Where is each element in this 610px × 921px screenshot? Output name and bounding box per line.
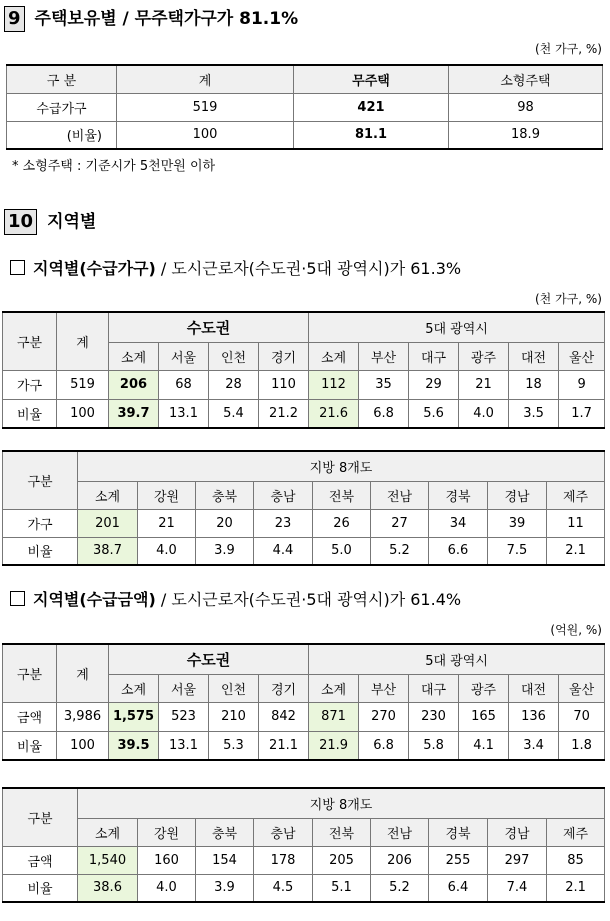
cell: 68 [159, 370, 209, 399]
row-label: 비율 [3, 537, 78, 565]
cell: 3.4 [509, 731, 559, 760]
cell: 6.4 [429, 874, 488, 902]
header-col: 충남 [254, 818, 313, 846]
cell: 297 [488, 846, 547, 874]
cell: 1,540 [78, 846, 138, 874]
header-provinces: 지방 8개도 [78, 788, 605, 818]
housing-header-total: 계 [117, 65, 294, 93]
header-col: 소계 [309, 342, 359, 370]
cell: 4.1 [459, 731, 509, 760]
cell: 35 [359, 370, 409, 399]
cell: 85 [547, 846, 605, 874]
cell: 871 [309, 702, 359, 731]
table-header-row [3, 312, 605, 342]
cell: 178 [254, 846, 313, 874]
cell: 4.0 [138, 874, 196, 902]
header-total: 계 [57, 644, 109, 702]
header-col: 제주 [547, 818, 605, 846]
header-col: 소계 [109, 674, 159, 702]
cell: 112 [309, 370, 359, 399]
header-col: 소계 [78, 818, 138, 846]
cell: 201 [78, 509, 138, 537]
header-col: 전북 [313, 481, 371, 509]
row-label: 비율 [3, 731, 57, 760]
households-metro-table [2, 311, 605, 429]
cell: 18 [509, 370, 559, 399]
header-col: 경남 [488, 481, 547, 509]
header-col: 부산 [359, 342, 409, 370]
header-col: 대전 [509, 342, 559, 370]
cell: 5.6 [409, 399, 459, 428]
table-header-row [3, 481, 605, 509]
cell: 1.7 [559, 399, 605, 428]
housing-header-row [7, 65, 603, 93]
amount-metro-table [2, 643, 605, 761]
table-row [3, 509, 605, 537]
cell: 21.6 [309, 399, 359, 428]
cell: 21 [459, 370, 509, 399]
table-row [7, 121, 603, 149]
table-header-row [3, 644, 605, 674]
cell: 206 [371, 846, 429, 874]
row-label: 비율 [3, 399, 57, 428]
cell: 38.6 [78, 874, 138, 902]
cell: 519 [117, 93, 294, 121]
cell: 4.0 [138, 537, 196, 565]
header-col: 소계 [109, 342, 159, 370]
checkbox-square-icon [10, 591, 25, 606]
cell: 4.0 [459, 399, 509, 428]
header-col: 경남 [488, 818, 547, 846]
housing-table [6, 64, 603, 150]
cell: 21 [138, 509, 196, 537]
cell: 39.7 [109, 399, 159, 428]
row-label: 비율 [3, 874, 78, 902]
cell: 6.6 [429, 537, 488, 565]
cell: 21.1 [259, 731, 309, 760]
cell: 18.9 [449, 121, 603, 149]
header-col: 충남 [254, 481, 313, 509]
table-header-row [3, 451, 605, 481]
header-col: 강원 [138, 481, 196, 509]
housing-header-small-house: 소형주택 [449, 65, 603, 93]
cell: 20 [196, 509, 254, 537]
header-col: 경기 [259, 674, 309, 702]
cell: 100 [57, 399, 109, 428]
row-label: 가구 [3, 509, 78, 537]
cell: 230 [409, 702, 459, 731]
header-provinces: 지방 8개도 [78, 451, 605, 481]
subsection-households-unit: (천 가구, %) [535, 292, 602, 306]
cell: 100 [117, 121, 294, 149]
table-row [3, 370, 605, 399]
cell: 160 [138, 846, 196, 874]
header-metro-cities: 5대 광역시 [309, 644, 605, 674]
cell: 11 [547, 509, 605, 537]
header-col: 울산 [559, 342, 605, 370]
housing-note: * 소형주택 : 기준시가 5천만원 이하 [12, 159, 216, 174]
header-gubun: 구분 [3, 644, 57, 702]
cell: 3.5 [509, 399, 559, 428]
section-9-title: 주택보유별 / 무주택가구가 81.1% [34, 9, 299, 29]
subsection-amount-heading [10, 588, 461, 612]
cell: 270 [359, 702, 409, 731]
cell: 5.1 [313, 874, 371, 902]
header-col: 대구 [409, 342, 459, 370]
cell: 13.1 [159, 731, 209, 760]
subsection-households-heading [10, 257, 461, 281]
housing-header-gubun: 구 분 [7, 65, 117, 93]
cell: 4.5 [254, 874, 313, 902]
header-capital-area: 수도권 [109, 312, 309, 342]
header-col: 광주 [459, 342, 509, 370]
header-metro-cities: 5대 광역시 [309, 312, 605, 342]
table-row [3, 702, 605, 731]
cell: 205 [313, 846, 371, 874]
cell: 136 [509, 702, 559, 731]
header-col: 서울 [159, 674, 209, 702]
checkbox-square-icon [10, 260, 25, 275]
cell: 519 [57, 370, 109, 399]
cell: 255 [429, 846, 488, 874]
table-row [7, 93, 603, 121]
section-9-heading [4, 6, 298, 32]
subsection-households-title: 지역별(수급가구) [33, 259, 156, 278]
row-label: 수급가구 [7, 93, 117, 121]
cell: 3,986 [57, 702, 109, 731]
cell: 21.2 [259, 399, 309, 428]
cell: 70 [559, 702, 605, 731]
cell: 154 [196, 846, 254, 874]
header-col: 경북 [429, 481, 488, 509]
cell: 34 [429, 509, 488, 537]
table-row [3, 399, 605, 428]
cell: 2.1 [547, 537, 605, 565]
cell: 98 [449, 93, 603, 121]
cell: 206 [109, 370, 159, 399]
cell: 842 [259, 702, 309, 731]
cell: 7.5 [488, 537, 547, 565]
section-9-number: 9 [4, 6, 25, 32]
row-label: 가구 [3, 370, 57, 399]
cell: 421 [294, 93, 449, 121]
cell: 165 [459, 702, 509, 731]
subsection-households-summary: / 도시근로자(수도권·5대 광역시)가 61.3% [160, 259, 462, 278]
header-col: 인천 [209, 342, 259, 370]
cell: 5.3 [209, 731, 259, 760]
cell: 100 [57, 731, 109, 760]
header-col: 인천 [209, 674, 259, 702]
cell: 7.4 [488, 874, 547, 902]
section-10-heading [4, 209, 96, 235]
cell: 21.9 [309, 731, 359, 760]
subsection-amount-unit: (억원, %) [550, 623, 602, 637]
subsection-amount-summary: / 도시근로자(수도권·5대 광역시)가 61.4% [160, 590, 462, 609]
cell: 6.8 [359, 731, 409, 760]
header-col: 광주 [459, 674, 509, 702]
header-total: 계 [57, 312, 109, 370]
header-col: 대전 [509, 674, 559, 702]
table-row [3, 537, 605, 565]
cell: 27 [371, 509, 429, 537]
header-gubun: 구분 [3, 312, 57, 370]
cell: 6.8 [359, 399, 409, 428]
cell: 3.9 [196, 537, 254, 565]
header-col: 전북 [313, 818, 371, 846]
table-header-row [3, 818, 605, 846]
cell: 9 [559, 370, 605, 399]
cell: 3.9 [196, 874, 254, 902]
table-row [3, 846, 605, 874]
cell: 26 [313, 509, 371, 537]
cell: 5.8 [409, 731, 459, 760]
header-col: 부산 [359, 674, 409, 702]
header-gubun: 구분 [3, 451, 78, 509]
header-col: 충북 [196, 818, 254, 846]
section-10-title: 지역별 [47, 212, 97, 232]
table-row [3, 874, 605, 902]
cell: 39 [488, 509, 547, 537]
header-col: 경북 [429, 818, 488, 846]
cell: 1.8 [559, 731, 605, 760]
cell: 5.0 [313, 537, 371, 565]
header-col: 경기 [259, 342, 309, 370]
table-header-row [3, 788, 605, 818]
cell: 23 [254, 509, 313, 537]
header-col: 전남 [371, 818, 429, 846]
row-label: (비율) [7, 121, 117, 149]
header-capital-area: 수도권 [109, 644, 309, 674]
cell: 28 [209, 370, 259, 399]
header-col: 소계 [78, 481, 138, 509]
header-col: 제주 [547, 481, 605, 509]
cell: 2.1 [547, 874, 605, 902]
cell: 4.4 [254, 537, 313, 565]
cell: 13.1 [159, 399, 209, 428]
cell: 38.7 [78, 537, 138, 565]
section-10-number: 10 [4, 209, 37, 235]
header-col: 울산 [559, 674, 605, 702]
header-col: 전남 [371, 481, 429, 509]
header-col: 소계 [309, 674, 359, 702]
cell: 110 [259, 370, 309, 399]
subsection-amount-title: 지역별(수급금액) [33, 590, 156, 609]
header-col: 충북 [196, 481, 254, 509]
cell: 210 [209, 702, 259, 731]
cell: 5.2 [371, 537, 429, 565]
households-provinces-table [2, 450, 605, 566]
row-label: 금액 [3, 846, 78, 874]
cell: 81.1 [294, 121, 449, 149]
header-col: 대구 [409, 674, 459, 702]
cell: 1,575 [109, 702, 159, 731]
cell: 523 [159, 702, 209, 731]
amount-provinces-table [2, 787, 605, 903]
housing-header-no-house: 무주택 [294, 65, 449, 93]
row-label: 금액 [3, 702, 57, 731]
cell: 5.4 [209, 399, 259, 428]
header-gubun: 구분 [3, 788, 78, 846]
section-9-unit: (천 가구, %) [535, 42, 602, 56]
cell: 39.5 [109, 731, 159, 760]
cell: 29 [409, 370, 459, 399]
cell: 5.2 [371, 874, 429, 902]
table-row [3, 731, 605, 760]
header-col: 서울 [159, 342, 209, 370]
header-col: 강원 [138, 818, 196, 846]
